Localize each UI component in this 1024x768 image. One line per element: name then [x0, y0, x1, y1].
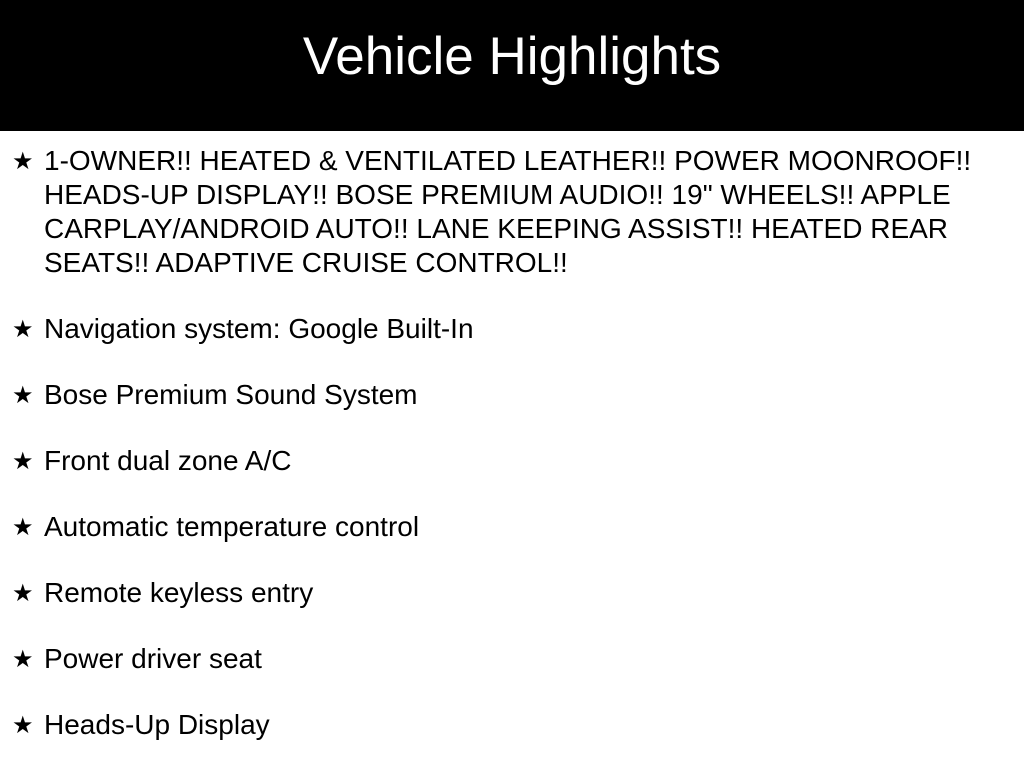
- bullet-text: Front dual zone A/C: [44, 445, 292, 476]
- slide-title: Vehicle Highlights: [302, 27, 722, 86]
- list-item: [12, 576, 984, 610]
- list-item: [12, 642, 984, 676]
- bullet-text: Heads-Up Display: [44, 709, 270, 740]
- bullet-text: Remote keyless entry: [44, 577, 314, 608]
- list-item: [12, 444, 984, 478]
- bullet-text: Power driver seat: [44, 643, 262, 674]
- star-bullet-icon: ★: [12, 645, 34, 673]
- list-item: [12, 510, 984, 544]
- bullet-text: Bose Premium Sound System: [44, 379, 418, 410]
- list-item: [12, 144, 984, 280]
- star-bullet-icon: ★: [12, 711, 34, 739]
- highlights-list: [0, 131, 1024, 742]
- bullet-text: Automatic temperature control: [44, 511, 420, 542]
- star-bullet-icon: ★: [12, 381, 34, 409]
- bullet-text: 1-OWNER!! HEATED & VENTILATED LEATHER!! POWER MOONROOF!! HEADS-UP DISPLAY!! BOSE PREMIUM AUDIO!! 19" WHEELS!! APPLE CARPLAY/ANDROID AUTO!! LANE KEEPING ASSIST!! HEATED REAR SEATS!! ADAPTIVE CRUISE CONTROL!!: [44, 145, 972, 278]
- list-item: [12, 708, 984, 742]
- list-item: [12, 312, 984, 346]
- star-bullet-icon: ★: [12, 513, 34, 541]
- title-bar: [0, 0, 1024, 131]
- star-bullet-icon: ★: [12, 315, 34, 343]
- star-bullet-icon: ★: [12, 579, 34, 607]
- list-item: [12, 378, 984, 412]
- bullet-text: Navigation system: Google Built-In: [44, 313, 474, 344]
- highlights-content: [0, 131, 1024, 742]
- star-bullet-icon: ★: [12, 147, 34, 175]
- star-bullet-icon: ★: [12, 447, 34, 475]
